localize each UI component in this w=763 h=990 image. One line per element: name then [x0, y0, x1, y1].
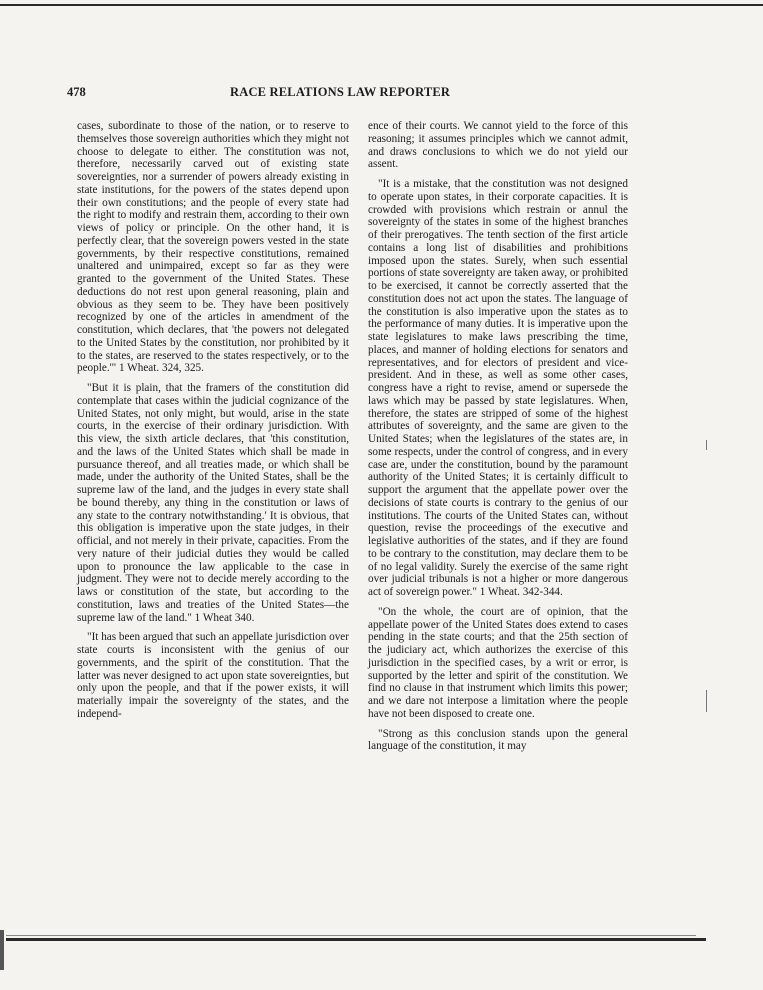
left-paragraph-2: "But it is plain, that the framers of the constitution did contemplate that cases within the judicial cognizance of the United States, not only might, but would, arise in the state courts, in the exercise of their ordinary jurisdiction. With this view, the sixth article declares, that 'this constitution, and the laws of the United States which shall be made in pursuance thereof, and all treaties made, or which shall be made, under the authority of the United States, shall be the supreme law of the land, and the judges in every state shall be bound thereby, any thing in the constitution or laws of any state to the contrary notwithstanding.' It is obvious, that this obligation is imperative upon the state judges, in their official, and not merely in their private, capacities. From the very nature of their judicial duties they would be called upon to pronounce the law applicable to the case in judgment. They were not to decide merely according to the laws or constitution of the state, but according to the constitution, laws and treaties of the United States—the supreme law of the land." 1 Wheat 340. [77, 382, 349, 624]
margin-mark [706, 440, 707, 450]
page-number: 478 [67, 85, 86, 99]
right-paragraph-4: "Strong as this conclusion stands upon the general language of the constitution, it may [368, 727, 628, 753]
right-paragraph-2: "It is a mistake, that the constitution was not designed to operate upon states, in their corporate capacities. It is crowded with provisions which restrain or annul the sovereignty of the states in some of the highest branches of their prerogatives. The tenth section of the first article contains a long list of disabilities and prohibitions imposed upon the states. Surely, when such essential portions of state sovereignty are taken away, or prohibited to be exercised, it cannot be correctly asserted that the constitution does not act upon the states. The language of the constitution is also imperative upon the states as to the performance of many duties. It is imperative upon the state legislatures to make laws prescribing the time, places, and manner of holding elections for senators and representatives, and for electors of president and vice-president. And in these, as well as some other cases, congress have a right to revise, amend or supersede the laws which may be passed by state legislatures. When, therefore, the states are stripped of some of the highest attributes of sovereignty, and the same are given to the United States; when the legislatures of the states are, in some respects, under the control of congress, and in every case are, under the constitution, bound by the paramount authority of the United States; it is certainly difficult to support the argument that the appellate power over the decisions of state courts is contrary to the genius of our institutions. The courts of the United States can, without question, revise the proceedings of the executive and legislative authorities of the states, and if they are found to be contrary to the constitution, may declare them to be of no legal validity. Surely the exercise of the same right over judicial tribunals is not a higher or more dangerous act of sovereign power." 1 Wheat. 342-344. [368, 178, 628, 598]
left-paragraph-1: cases, subordinate to those of the nation, or to reserve to themselves those sovereign authorities which they might not choose to delegate to either. The constitution was not, therefore, necessarily carved out of existing state sovereignties, nor a surrender of powers already existing in state institutions, for the powers of the states depend upon their own constitutions; and the people of every state had the right to modify and restrain them, according to their own views of policy or principle. On the other hand, it is perfectly clear, that the sovereign powers vested in the state governments, by their respective constitutions, remained unaltered and unimpaired, except so far as they were granted to the government of the United States. These deductions do not rest upon general reasoning, plain and obvious as they seem to be. They have been positively recognized by one of the articles in amendment of the constitution, which declares, that 'the powers not delegated to the United States by the constitution, nor prohibited by it to the states, are reserved to the states respectively, or to the people.'" 1 Wheat. 324, 325. [77, 120, 349, 375]
left-paragraph-3: "It has been argued that such an appellate jurisdiction over state courts is inconsistent with the genius of our governments, and the spirit of the constitution. That the latter was never designed to act upon state sovereignties, but only upon the people, and that if the power exists, it will materially impair the sovereignty of the states, and the independ- [77, 631, 349, 720]
margin-mark [706, 690, 707, 712]
right-paragraph-3: "On the whole, the court are of opinion, that the appellate power of the United States does extend to cases pending in the state courts; and that the 25th section of the judiciary act, which authorizes the exercise of this jurisdiction in the specified cases, by a writ or error, is supported by the letter and spirit of the constitution. We find no clause in that instrument which limits this power; and we dare not interpose a limitation where the people have not been disposed to create one. [368, 605, 628, 720]
right-column [368, 120, 628, 760]
bottom-rule-thin [6, 935, 696, 936]
bottom-rule [6, 938, 706, 941]
left-column [77, 120, 349, 728]
right-paragraph-1: ence of their courts. We cannot yield to the force of this reasoning; it assumes principles which we cannot admit, and draws conclusions to which we do not yield our assent. [368, 120, 628, 171]
running-head: RACE RELATIONS LAW REPORTER [230, 85, 451, 99]
scan-edge-mark [0, 930, 4, 970]
top-rule [0, 4, 763, 6]
